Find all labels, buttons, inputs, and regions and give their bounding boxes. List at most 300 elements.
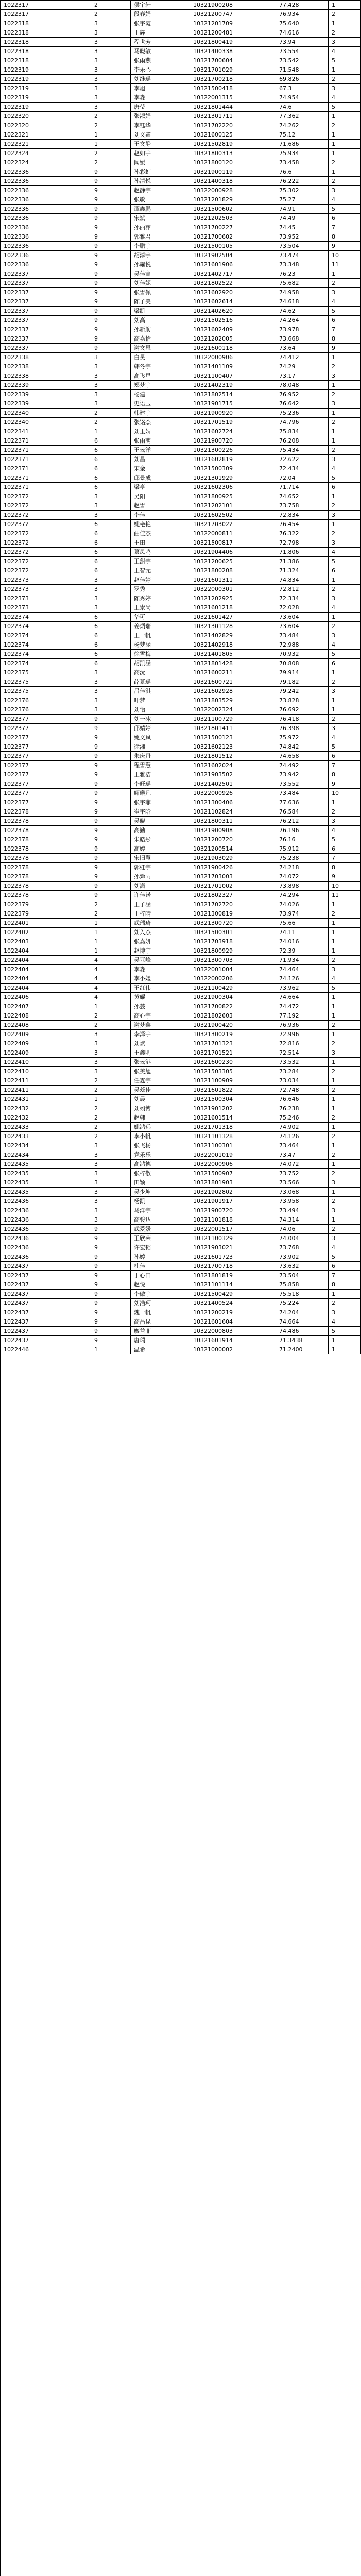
rank-cell: 1 [329, 798, 361, 807]
position-code-cell: 1022409 [1, 1039, 91, 1048]
table-row [1, 492, 361, 501]
exam-number-cell: 10321200481 [190, 28, 276, 38]
rank-cell: 2 [329, 1113, 361, 1123]
candidate-name-cell: 高勤 [131, 826, 190, 835]
exam-number-cell: 10321601427 [190, 613, 276, 622]
table-row [1, 668, 361, 677]
total-score-cell: 75.224 [276, 1299, 329, 1308]
candidate-name-cell: 马洋宇 [131, 1206, 190, 1215]
exam-number-cell: 10321802514 [190, 390, 276, 399]
exam-number-cell: 10321900119 [190, 167, 276, 177]
enroll-count-cell: 6 [91, 464, 131, 473]
rank-cell: 5 [329, 473, 361, 483]
enroll-count-cell: 3 [91, 1048, 131, 1058]
candidate-name-cell: 陈秀婷 [131, 594, 190, 603]
enroll-count-cell: 9 [91, 733, 131, 742]
position-code-cell: 1022372 [1, 548, 91, 557]
enroll-count-cell: 9 [91, 1234, 131, 1243]
total-score-cell: 76.642 [276, 399, 329, 409]
position-code-cell: 1022377 [1, 752, 91, 761]
total-score-cell: 76.584 [276, 807, 329, 817]
candidate-name-cell: 刘入杰 [131, 928, 190, 937]
position-code-cell: 1022432 [1, 1104, 91, 1113]
table-row [1, 548, 361, 557]
candidate-name-cell: 张淑娟 [131, 112, 190, 121]
candidate-name-cell: 高沅 [131, 668, 190, 677]
total-score-cell: 74.62 [276, 307, 329, 316]
position-code-cell: 1022433 [1, 1123, 91, 1132]
rank-cell: 3 [329, 538, 361, 548]
position-code-cell: 1022337 [1, 279, 91, 288]
position-code-cell: 1022378 [1, 826, 91, 835]
exam-number-cell: 10321800925 [190, 492, 276, 501]
enroll-count-cell: 9 [91, 891, 131, 900]
exam-number-cell: 10321202005 [190, 334, 276, 344]
table-row [1, 1021, 361, 1030]
rank-cell: 6 [329, 483, 361, 492]
enroll-count-cell: 2 [91, 121, 131, 130]
table-row [1, 75, 361, 84]
table-row [1, 1113, 361, 1123]
exam-number-cell: 10321803529 [190, 696, 276, 705]
enroll-count-cell: 6 [91, 566, 131, 575]
position-code-cell: 1022437 [1, 1290, 91, 1299]
table-row [1, 56, 361, 65]
candidate-name-cell: 薛慕瑶 [131, 677, 190, 687]
position-code-cell: 1022339 [1, 390, 91, 399]
exam-number-cell: 10321602819 [190, 455, 276, 464]
rank-cell: 3 [329, 511, 361, 520]
exam-number-cell: 10321800120 [190, 158, 276, 167]
total-score-cell: 73.464 [276, 1141, 329, 1150]
table-row [1, 103, 361, 112]
total-score-cell: 69.826 [276, 75, 329, 84]
table-row [1, 84, 361, 93]
enroll-count-cell: 2 [91, 409, 131, 418]
position-code-cell: 1022324 [1, 149, 91, 158]
table-row [1, 705, 361, 715]
total-score-cell: 76.6 [276, 167, 329, 177]
rank-cell: 5 [329, 650, 361, 659]
table-row [1, 742, 361, 752]
exam-number-cell: 10321601822 [190, 1086, 276, 1095]
total-score-cell: 72.996 [276, 1030, 329, 1039]
exam-number-cell: 10321702220 [190, 121, 276, 130]
table-row [1, 307, 361, 316]
enroll-count-cell: 3 [91, 705, 131, 715]
exam-number-cell: 10321903029 [190, 854, 276, 863]
candidate-name-cell: 郭虹宇 [131, 863, 190, 872]
candidate-name-cell: 吴蕊佳 [131, 1086, 190, 1095]
exam-number-cell: 10321800313 [190, 149, 276, 158]
candidate-name-cell: 李泽宇 [131, 1030, 190, 1039]
position-code-cell: 1022374 [1, 622, 91, 631]
position-code-cell: 1022378 [1, 863, 91, 872]
candidate-name-cell: 宋斌 [131, 214, 190, 223]
candidate-name-cell: 刘一冰 [131, 715, 190, 724]
enroll-count-cell: 3 [91, 668, 131, 677]
candidate-name-cell: 宋金 [131, 464, 190, 473]
enroll-count-cell: 3 [91, 84, 131, 93]
table-row [1, 1215, 361, 1225]
table-row [1, 956, 361, 965]
enroll-count-cell: 3 [91, 511, 131, 520]
rank-cell: 1 [329, 1290, 361, 1299]
table-row [1, 446, 361, 455]
table-row [1, 900, 361, 909]
candidate-name-cell: 李佳 [131, 511, 190, 520]
total-score-cell: 73.484 [276, 789, 329, 798]
exam-number-cell: 10321602920 [190, 288, 276, 297]
candidate-name-cell: 孙丽萍 [131, 223, 190, 232]
exam-number-cell: 10321502516 [190, 316, 276, 325]
position-code-cell: 1022433 [1, 1132, 91, 1141]
exam-number-cell: 10321300226 [190, 446, 276, 455]
table-row [1, 909, 361, 919]
enroll-count-cell: 9 [91, 232, 131, 242]
position-code-cell: 1022377 [1, 742, 91, 752]
table-row [1, 112, 361, 121]
position-code-cell: 1022372 [1, 529, 91, 538]
table-row [1, 1345, 361, 1354]
total-score-cell: 73.47 [276, 1150, 329, 1160]
position-code-cell: 1022373 [1, 575, 91, 585]
exam-number-cell: 10321900420 [190, 1021, 276, 1030]
table-row [1, 1178, 361, 1188]
rank-cell: 1 [329, 1345, 361, 1354]
rank-cell: 4 [329, 603, 361, 613]
total-score-cell: 76.16 [276, 835, 329, 844]
total-score-cell: 71.386 [276, 557, 329, 566]
enroll-count-cell: 9 [91, 1243, 131, 1252]
exam-number-cell: 10321801512 [190, 752, 276, 761]
enroll-count-cell: 3 [91, 1067, 131, 1076]
position-code-cell: 1022437 [1, 1308, 91, 1317]
total-score-cell: 78.048 [276, 381, 329, 390]
enroll-count-cell: 9 [91, 882, 131, 891]
candidate-name-cell: 张雨燕 [131, 56, 190, 65]
position-code-cell: 1022437 [1, 1271, 91, 1280]
table-row [1, 1280, 361, 1290]
position-code-cell: 1022431 [1, 1095, 91, 1104]
exam-number-cell: 10321401109 [190, 362, 276, 371]
rank-cell: 7 [329, 761, 361, 770]
candidate-name-cell: 赵悦 [131, 1280, 190, 1290]
total-score-cell: 73.952 [276, 232, 329, 242]
total-score-cell: 75.858 [276, 1280, 329, 1290]
exam-number-cell: 10322001004 [190, 965, 276, 974]
table-row [1, 854, 361, 863]
position-code-cell: 1022337 [1, 288, 91, 297]
candidate-name-cell: 罗秀 [131, 585, 190, 594]
table-row [1, 121, 361, 130]
exam-number-cell: 10321602024 [190, 761, 276, 770]
rank-cell: 1 [329, 1058, 361, 1067]
candidate-name-cell: 梁亭 [131, 483, 190, 492]
enroll-count-cell: 3 [91, 575, 131, 585]
position-code-cell: 1022324 [1, 158, 91, 167]
enroll-count-cell: 2 [91, 149, 131, 158]
enroll-count-cell: 9 [91, 807, 131, 817]
position-code-cell: 1022317 [1, 10, 91, 19]
exam-number-cell: 10321701318 [190, 1123, 276, 1132]
candidate-name-cell: 崔宇晗 [131, 807, 190, 817]
rank-cell: 3 [329, 1206, 361, 1215]
position-code-cell: 1022404 [1, 946, 91, 956]
position-code-cell: 1022336 [1, 177, 91, 186]
rank-cell: 5 [329, 557, 361, 566]
candidate-name-cell: 孙舜雨 [131, 872, 190, 882]
position-code-cell: 1022435 [1, 1188, 91, 1197]
total-score-cell: 76.646 [276, 1095, 329, 1104]
total-score-cell: 73.284 [276, 1067, 329, 1076]
exam-number-cell: 10322000906 [190, 1160, 276, 1169]
exam-number-cell: 10321300720 [190, 919, 276, 928]
candidate-name-cell: 王辉 [131, 28, 190, 38]
total-score-cell: 74.472 [276, 1002, 329, 1011]
total-score-cell: 74.29 [276, 362, 329, 371]
table-row [1, 297, 361, 307]
exam-number-cell: 10321300406 [190, 798, 276, 807]
position-code-cell: 1022371 [1, 464, 91, 473]
total-score-cell: 73.962 [276, 984, 329, 993]
candidate-name-cell: 谭鑫鹏 [131, 205, 190, 214]
position-code-cell: 1022377 [1, 724, 91, 733]
exam-number-cell: 10321701521 [190, 1048, 276, 1058]
position-code-cell: 1022378 [1, 882, 91, 891]
enroll-count-cell: 2 [91, 1113, 131, 1123]
candidate-name-cell: 张宇霞 [131, 19, 190, 28]
position-code-cell: 1022377 [1, 779, 91, 789]
rank-cell: 1 [329, 1002, 361, 1011]
candidate-name-cell: 白昊 [131, 353, 190, 362]
rank-cell: 1 [329, 149, 361, 158]
table-row [1, 1011, 361, 1021]
enroll-count-cell: 3 [91, 1197, 131, 1206]
total-score-cell: 74.652 [276, 492, 329, 501]
enroll-count-cell: 9 [91, 223, 131, 232]
total-score-cell: 76.454 [276, 520, 329, 529]
total-score-cell: 75.27 [276, 195, 329, 205]
exam-number-cell: 10321901917 [190, 1197, 276, 1206]
enroll-count-cell: 9 [91, 724, 131, 733]
enroll-count-cell: 9 [91, 205, 131, 214]
exam-number-cell: 10321200720 [190, 835, 276, 844]
exam-number-cell: 10322000926 [190, 789, 276, 798]
rank-cell: 1 [329, 1, 361, 10]
enroll-count-cell: 9 [91, 1252, 131, 1262]
candidate-name-cell: 高骏达 [131, 1215, 190, 1225]
exam-number-cell: 10321902504 [190, 251, 276, 260]
enroll-count-cell: 3 [91, 1178, 131, 1188]
position-code-cell: 1022372 [1, 520, 91, 529]
exam-number-cell: 10321601311 [190, 575, 276, 585]
exam-number-cell: 10321600230 [190, 1058, 276, 1067]
enroll-count-cell: 3 [91, 399, 131, 409]
total-score-cell: 74.072 [276, 872, 329, 882]
table-row [1, 520, 361, 529]
total-score-cell: 70.932 [276, 650, 329, 659]
exam-number-cell: 10321500602 [190, 205, 276, 214]
total-score-cell: 72.04 [276, 473, 329, 483]
enroll-count-cell: 2 [91, 1, 131, 10]
enroll-count-cell: 9 [91, 334, 131, 344]
rank-cell: 1 [329, 928, 361, 937]
total-score-cell: 73.604 [276, 613, 329, 622]
exam-number-cell: 10321801903 [190, 1178, 276, 1188]
exam-number-cell: 10321602123 [190, 742, 276, 752]
rank-cell: 1 [329, 1336, 361, 1345]
total-score-cell: 76.208 [276, 436, 329, 446]
table-row [1, 779, 361, 789]
total-score-cell: 74.264 [276, 316, 329, 325]
exam-number-cell: 10322000811 [190, 529, 276, 538]
exam-number-cell: 10321400524 [190, 1299, 276, 1308]
candidate-name-cell: 李小帆 [131, 1132, 190, 1141]
exam-number-cell: 10321100429 [190, 984, 276, 993]
rank-cell: 2 [329, 807, 361, 817]
candidate-name-cell: 段春娟 [131, 10, 190, 19]
candidate-name-cell: 孙新舫 [131, 325, 190, 334]
position-code-cell: 1022321 [1, 130, 91, 140]
table-row [1, 789, 361, 798]
exam-number-cell: 10321800419 [190, 38, 276, 47]
candidate-name-cell: 赵博宇 [131, 946, 190, 956]
candidate-name-cell: 李淼 [131, 965, 190, 974]
total-score-cell: 75.12 [276, 130, 329, 140]
total-score-cell: 74.834 [276, 575, 329, 585]
candidate-name-cell: 马晓敏 [131, 47, 190, 56]
position-code-cell: 1022321 [1, 140, 91, 149]
position-code-cell: 1022411 [1, 1086, 91, 1095]
total-score-cell: 73.552 [276, 779, 329, 789]
total-score-cell: 75.434 [276, 446, 329, 455]
table-row [1, 1076, 361, 1086]
table-row [1, 149, 361, 158]
enroll-count-cell: 3 [91, 677, 131, 687]
position-code-cell: 1022337 [1, 334, 91, 344]
total-score-cell: 77.362 [276, 112, 329, 121]
total-score-cell: 74.126 [276, 974, 329, 984]
rank-cell: 8 [329, 1280, 361, 1290]
total-score-cell: 73.566 [276, 1178, 329, 1188]
candidate-name-cell: 刘文鑫 [131, 130, 190, 140]
table-row [1, 1197, 361, 1206]
table-row [1, 371, 361, 381]
total-score-cell: 75.834 [276, 427, 329, 436]
enroll-count-cell: 9 [91, 789, 131, 798]
total-score-cell: 74.016 [276, 937, 329, 946]
exam-number-cell: 10321801428 [190, 659, 276, 668]
position-code-cell: 1022378 [1, 891, 91, 900]
position-code-cell: 1022377 [1, 798, 91, 807]
table-row [1, 946, 361, 956]
total-score-cell: 73.958 [276, 1197, 329, 1206]
position-code-cell: 1022378 [1, 835, 91, 844]
rank-cell: 5 [329, 307, 361, 316]
exam-number-cell: 10321801411 [190, 724, 276, 733]
exam-number-cell: 10321800311 [190, 817, 276, 826]
candidate-name-cell: 姜炳瑞 [131, 622, 190, 631]
table-row [1, 381, 361, 390]
rank-cell: 2 [329, 677, 361, 687]
total-score-cell: 74.664 [276, 993, 329, 1002]
table-row [1, 38, 361, 47]
rank-cell: 3 [329, 594, 361, 603]
enroll-count-cell: 6 [91, 659, 131, 668]
exam-number-cell: 10321800208 [190, 566, 276, 575]
rank-cell: 10 [329, 789, 361, 798]
table-row [1, 1234, 361, 1243]
rank-cell: 6 [329, 566, 361, 575]
exam-number-cell: 10321202101 [190, 501, 276, 511]
position-code-cell: 1022372 [1, 492, 91, 501]
position-code-cell: 1022406 [1, 993, 91, 1002]
candidate-name-cell: 孙清悦 [131, 177, 190, 186]
total-score-cell: 70.808 [276, 659, 329, 668]
table-row [1, 622, 361, 631]
candidate-name-cell: 胡凯涵 [131, 659, 190, 668]
enroll-count-cell: 3 [91, 585, 131, 594]
total-score-cell: 76.692 [276, 705, 329, 715]
exam-number-cell: 10321703918 [190, 937, 276, 946]
enroll-count-cell: 3 [91, 696, 131, 705]
enroll-count-cell: 3 [91, 594, 131, 603]
candidate-name-cell: 邱景成 [131, 473, 190, 483]
rank-cell: 1 [329, 409, 361, 418]
enroll-count-cell: 9 [91, 1308, 131, 1317]
rank-cell: 2 [329, 909, 361, 919]
exam-number-cell: 10321904406 [190, 548, 276, 557]
position-code-cell: 1022379 [1, 900, 91, 909]
total-score-cell: 72.748 [276, 1086, 329, 1095]
position-code-cell: 1022320 [1, 121, 91, 130]
table-row [1, 1141, 361, 1150]
enroll-count-cell: 6 [91, 622, 131, 631]
table-row [1, 93, 361, 103]
total-score-cell: 74.412 [276, 353, 329, 362]
table-row [1, 409, 361, 418]
exam-number-cell: 10321500907 [190, 1169, 276, 1178]
enroll-count-cell: 9 [91, 1317, 131, 1327]
table-row [1, 1308, 361, 1317]
position-code-cell: 1022341 [1, 427, 91, 436]
exam-number-cell: 10321602502 [190, 511, 276, 520]
candidate-name-cell: 曲佳杰 [131, 529, 190, 538]
total-score-cell: 79.182 [276, 677, 329, 687]
rank-cell: 3 [329, 724, 361, 733]
candidate-name-cell: 高昌昆 [131, 1317, 190, 1327]
candidate-name-cell: 刘翊博 [131, 1104, 190, 1113]
position-code-cell: 1022338 [1, 362, 91, 371]
enroll-count-cell: 1 [91, 928, 131, 937]
candidate-name-cell: 李傲宇 [131, 1290, 190, 1299]
position-code-cell: 1022339 [1, 381, 91, 390]
rank-cell: 2 [329, 10, 361, 19]
exam-number-cell: 10321100329 [190, 1234, 276, 1243]
total-score-cell: 73.532 [276, 1058, 329, 1067]
rank-cell: 2 [329, 529, 361, 538]
total-score-cell: 71.3438 [276, 1336, 329, 1345]
table-row [1, 844, 361, 854]
rank-cell: 1 [329, 427, 361, 436]
enroll-count-cell: 3 [91, 38, 131, 47]
total-score-cell: 72.028 [276, 603, 329, 613]
table-row [1, 344, 361, 353]
enroll-count-cell: 9 [91, 325, 131, 334]
enroll-count-cell: 9 [91, 269, 131, 279]
rank-cell: 4 [329, 733, 361, 742]
